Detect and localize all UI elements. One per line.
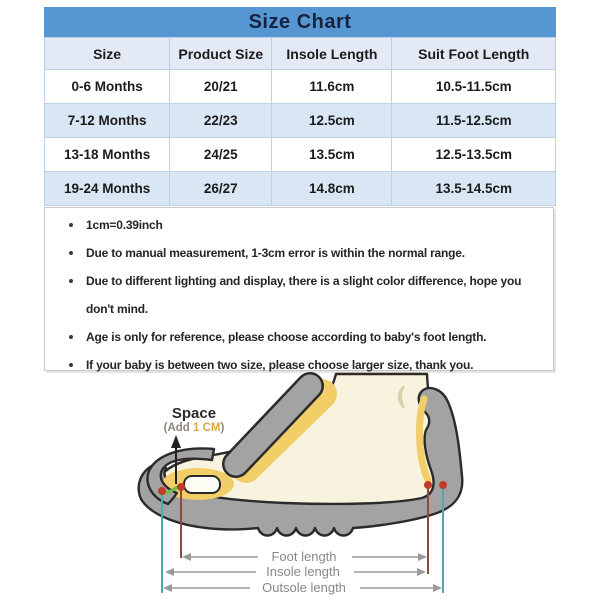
arrowhead: [163, 584, 172, 592]
col-header-suit-foot-length: Suit Foot Length: [392, 38, 556, 70]
cell-suit-foot-length: 12.5-13.5cm: [392, 138, 556, 172]
cell-suit-foot-length: 13.5-14.5cm: [392, 172, 556, 206]
space-title: Space: [171, 405, 217, 422]
table-row: [45, 172, 556, 206]
arrowhead: [165, 568, 174, 576]
col-header-product-size: Product Size: [170, 38, 272, 70]
cell-insole-length: 11.6cm: [272, 70, 392, 104]
col-header-insole-length: Insole Length: [272, 38, 392, 70]
col-header-size: Size: [45, 38, 170, 70]
cell-product-size: 20/21: [170, 70, 272, 104]
cell-age: 0-6 Months: [45, 70, 170, 104]
table-row: [45, 70, 556, 104]
cell-product-size: 24/25: [170, 138, 272, 172]
foot-length-label: Foot length: [271, 549, 337, 564]
cell-insole-length: 13.5cm: [272, 138, 392, 172]
measure-point: [439, 481, 447, 489]
space-subtitle: (Add 1 CM): [163, 422, 225, 434]
size-table: [44, 37, 556, 206]
note-item: If your baby is between two size, please choose larger size, thank you.: [86, 351, 543, 379]
cell-product-size: 26/27: [170, 172, 272, 206]
table-row: [45, 104, 556, 138]
foot-measurement-diagram: [0, 372, 600, 600]
space-value: 1 CM: [193, 422, 221, 434]
space-arrowhead: [171, 435, 181, 448]
cell-insole-length: 12.5cm: [272, 104, 392, 138]
cell-age: 13-18 Months: [45, 138, 170, 172]
cell-product-size: 22/23: [170, 104, 272, 138]
arrowhead: [182, 553, 191, 561]
cell-suit-foot-length: 10.5-11.5cm: [392, 70, 556, 104]
measure-point: [424, 481, 432, 489]
arrowhead: [417, 568, 426, 576]
note-item: Due to manual measurement, 1-3cm error is within the normal range.: [86, 239, 543, 267]
note-item: 1cm=0.39inch: [86, 211, 543, 239]
outsole-length-label: Outsole length: [262, 580, 346, 595]
notes-box: [44, 207, 554, 371]
note-item: Due to different lighting and display, there is a slight color difference, hope you don't mind.: [86, 267, 543, 323]
insole-length-label: Insole length: [266, 564, 340, 579]
size-chart-section: [44, 7, 556, 206]
table-header-row: [45, 38, 556, 70]
cell-age: 19-24 Months: [45, 172, 170, 206]
big-toe: [184, 476, 220, 493]
measure-point: [177, 483, 185, 491]
arrowhead: [433, 584, 442, 592]
table-row: [45, 138, 556, 172]
cell-age: 7-12 Months: [45, 104, 170, 138]
note-item: Age is only for reference, please choose according to baby's foot length.: [86, 323, 543, 351]
measure-point: [158, 487, 166, 495]
page-title: Size Chart: [44, 7, 556, 37]
arrowhead: [418, 553, 427, 561]
cell-suit-foot-length: 11.5-12.5cm: [392, 104, 556, 138]
notes-list: [45, 208, 553, 379]
cell-insole-length: 14.8cm: [272, 172, 392, 206]
